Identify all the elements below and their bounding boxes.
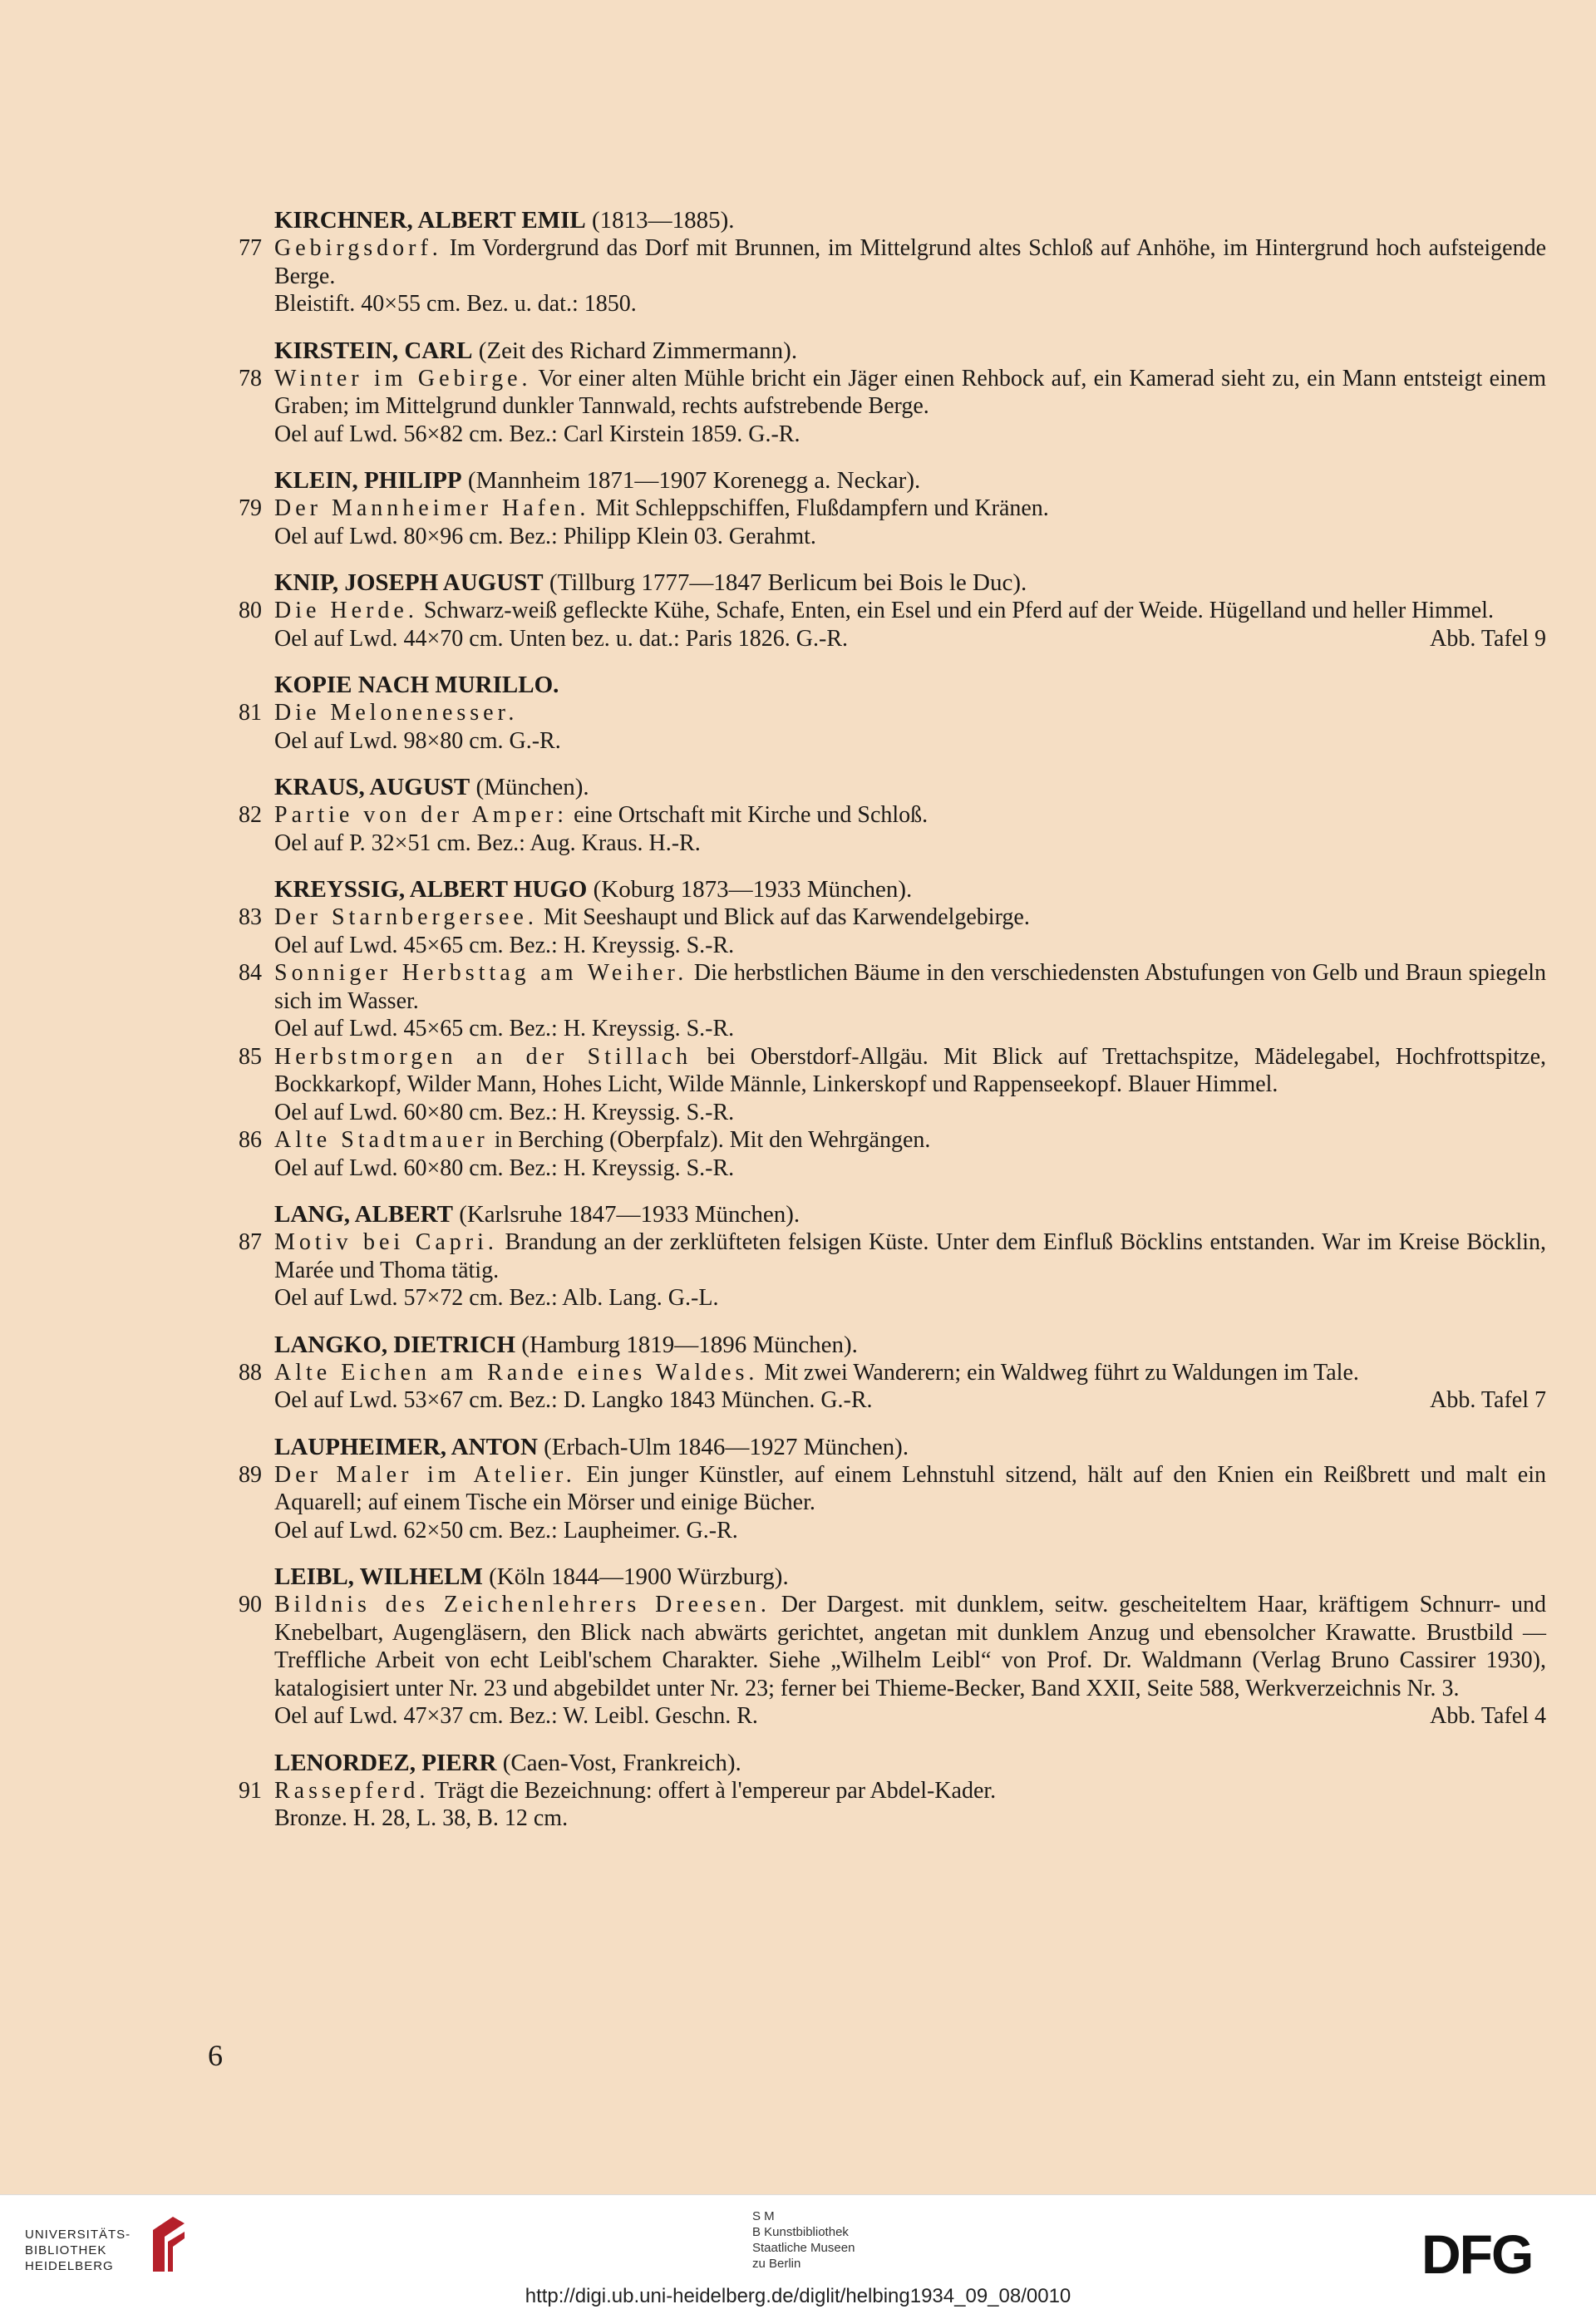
technique: Oel auf Lwd. 60×80 cm. Bez.: H. Kreyssig. S.-R. xyxy=(274,1154,735,1181)
work-title: Gebirgsdorf. xyxy=(274,235,442,261)
technique-row xyxy=(274,932,1546,960)
technique-row xyxy=(274,1804,1546,1833)
work-title: Motiv bei Capri. xyxy=(274,1229,498,1255)
catalog-entry xyxy=(212,495,1546,550)
lot-number: 86 xyxy=(239,1127,262,1153)
artist-info: (Mannheim 1871—1907 Korenegg a. Neckar). xyxy=(461,467,921,494)
catalog-entry xyxy=(212,801,1546,857)
artist-name: KOPIE NACH MURILLO. xyxy=(274,672,559,698)
technique: Oel auf Lwd. 44×70 cm. Unten bez. u. dat.: Paris 1826. G.-R. xyxy=(274,625,848,652)
lot-number: 84 xyxy=(239,960,262,986)
dfg-logo-text: DFG xyxy=(1421,2228,1533,2278)
artist-group xyxy=(212,875,1546,1182)
work-description: Schwarz-weiß gefleckte Kühe, Schafe, Enten, ein Esel und ein Pferd auf der Weide. Hügelland und heller Himmel. xyxy=(423,598,1494,623)
work-description: Ein junger Künstler, auf einem Lehnstuhl sitzend, hält auf den Knien ein Reißbrett und malt ein Aquarell; auf einem Tische ein Mörser und einige Bücher. xyxy=(274,1461,1547,1515)
work-title: Rassepferd. xyxy=(274,1777,430,1804)
plate-reference: Abb. Tafel 7 xyxy=(1430,1387,1546,1413)
artist-name: LENORDEZ, PIERR xyxy=(274,1749,497,1776)
artist-name: KNIP, JOSEPH AUGUST xyxy=(274,569,544,596)
footer-bar xyxy=(0,2194,1596,2309)
artist-name: KLEIN, PHILIPP xyxy=(274,467,462,494)
artist-name: LAUPHEIMER, ANTON xyxy=(274,1433,538,1460)
entry-description xyxy=(274,597,1546,625)
lot-number: 81 xyxy=(239,700,262,726)
artist-group xyxy=(212,337,1546,449)
artist-name: KIRCHNER, ALBERT EMIL xyxy=(274,207,586,234)
entry-description xyxy=(274,1228,1546,1284)
artist-info: (Erbach-Ulm 1846—1927 München). xyxy=(537,1433,909,1460)
artist-name: KREYSSIG, ALBERT HUGO xyxy=(274,876,588,903)
work-title: Der Maler im Atelier. xyxy=(274,1461,576,1488)
artist-group xyxy=(212,1200,1546,1312)
catalog-entry xyxy=(212,234,1546,318)
artist-group xyxy=(212,569,1546,652)
work-description: Trägt die Bezeichnung: offert à l'empereur par Abdel-Kader. xyxy=(434,1777,997,1804)
artist-info: (Hamburg 1819—1896 München). xyxy=(515,1331,858,1358)
work-description: Brandung an der zerklüfteten felsigen Küste. Unter dem Einfluß Böcklins entstanden. War im Kreise Böcklin, Marée und Thoma tätig. xyxy=(274,1229,1547,1283)
work-title: Der Starnbergersee. xyxy=(274,904,538,930)
artist-info: (Karlsruhe 1847—1933 München). xyxy=(452,1201,800,1228)
entry-description xyxy=(274,1126,1546,1154)
artist-name: LANGKO, DIETRICH xyxy=(274,1331,516,1358)
technique: Bleistift. 40×55 cm. Bez. u. dat.: 1850. xyxy=(274,291,637,317)
plate-reference: Abb. Tafel 9 xyxy=(1430,625,1546,652)
catalog-entry xyxy=(212,1777,1546,1833)
lot-number: 90 xyxy=(239,1592,262,1617)
technique: Oel auf Lwd. 60×80 cm. Bez.: H. Kreyssig. S.-R. xyxy=(274,1099,735,1125)
ub-heidelberg-logo-icon xyxy=(148,2213,190,2278)
artist-info: (Tillburg 1777—1847 Berlicum bei Bois le Duc). xyxy=(543,569,1027,596)
entry-description xyxy=(274,365,1546,421)
technique-row xyxy=(274,1099,1546,1127)
entry-description xyxy=(274,1461,1546,1517)
entry-description xyxy=(274,1043,1546,1099)
work-description: Mit zwei Wanderern; ein Waldweg führt zu Waldungen im Tale. xyxy=(764,1359,1359,1386)
lot-number: 89 xyxy=(239,1461,262,1488)
artist-heading xyxy=(212,1200,1546,1228)
technique: Oel auf Lwd. 47×37 cm. Bez.: W. Leibl. Geschn. R. xyxy=(274,1703,758,1729)
work-title: Die Melonenesser. xyxy=(274,700,519,726)
work-title: Bildnis des Zeichenlehrers Dreesen. xyxy=(274,1592,771,1617)
technique-row xyxy=(274,625,1546,653)
work-description: bei Oberstdorf-Allgäu. Mit Blick auf Trettachspitze, Mädelegabel, Hochfrottspitze, Bockkarkopf, Wilder Mann, Hohes Licht, Wilde Männle, Linkerskopf und Rappenseekopf. Blauer Himmel. xyxy=(274,1043,1546,1097)
work-description: Mit Schleppschiffen, Flußdampfern und Kränen. xyxy=(595,495,1049,521)
catalog-entry xyxy=(212,699,1546,755)
lot-number: 91 xyxy=(239,1777,262,1804)
catalog-entry xyxy=(212,1043,1546,1127)
lot-number: 88 xyxy=(239,1359,262,1386)
artist-heading xyxy=(212,671,1546,699)
artist-heading xyxy=(212,773,1546,801)
work-description: Mit Seeshaupt und Blick auf das Karwendelgebirge. xyxy=(543,904,1030,930)
lot-number: 85 xyxy=(239,1043,262,1070)
technique: Oel auf Lwd. 98×80 cm. G.-R. xyxy=(274,727,561,754)
work-title: Winter im Gebirge. xyxy=(274,365,532,391)
artist-group xyxy=(212,1331,1546,1415)
artist-group xyxy=(212,206,1546,318)
catalog-entry xyxy=(212,959,1546,1043)
catalog-content xyxy=(212,206,1546,1851)
work-title: Sonniger Herbsttag am Weiher. xyxy=(274,960,688,986)
catalog-entry xyxy=(212,903,1546,959)
artist-group xyxy=(212,1433,1546,1545)
technique: Oel auf P. 32×51 cm. Bez.: Aug. Kraus. H.-R. xyxy=(274,830,701,856)
catalog-entry xyxy=(212,1228,1546,1312)
lot-number: 83 xyxy=(239,904,262,930)
artist-heading xyxy=(212,1331,1546,1359)
technique: Bronze. H. 28, L. 38, B. 12 cm. xyxy=(274,1805,569,1831)
technique-row xyxy=(274,523,1546,551)
technique-row xyxy=(274,1015,1546,1043)
dfg-logo[interactable] xyxy=(1421,2228,1571,2278)
catalog-entry xyxy=(212,597,1546,652)
technique-row xyxy=(274,1386,1546,1415)
technique-row xyxy=(274,290,1546,318)
artist-group xyxy=(212,1563,1546,1731)
artist-heading xyxy=(212,337,1546,365)
artist-heading xyxy=(212,875,1546,903)
artist-heading xyxy=(212,569,1546,597)
artist-heading xyxy=(212,1563,1546,1591)
entry-description xyxy=(274,1777,1546,1805)
technique-row xyxy=(274,1702,1546,1731)
artist-group xyxy=(212,466,1546,550)
smb-kunstbibliothek-logo[interactable]: S M B Kunstbibliothek Staatliche Museen zu Berlin xyxy=(752,2209,855,2271)
work-description: Die herbstlichen Bäume in den verschiedensten Abstufungen von Gelb und Braun spiegeln sich im Wasser. xyxy=(274,960,1547,1014)
entry-description xyxy=(274,1591,1546,1702)
lot-number: 77 xyxy=(239,235,262,261)
lot-number: 82 xyxy=(239,802,262,828)
artist-info: (Köln 1844—1900 Würzburg). xyxy=(482,1563,789,1590)
artist-info: (Zeit des Richard Zimmermann). xyxy=(472,337,798,364)
catalog-entry xyxy=(212,1461,1546,1545)
artist-info: (Koburg 1873—1933 München). xyxy=(587,876,913,903)
entry-description xyxy=(274,903,1546,932)
technique-row xyxy=(274,1284,1546,1312)
work-description: Im Vordergrund das Dorf mit Brunnen, im Mittelgrund altes Schloß auf Anhöhe, im Hintergrund hoch aufsteigende Berge. xyxy=(274,235,1546,289)
technique-row xyxy=(274,1154,1546,1183)
technique-row xyxy=(274,727,1546,756)
work-title: Die Herde. xyxy=(274,598,418,623)
work-title: Alte Eichen am Rande eines Waldes. xyxy=(274,1359,759,1386)
technique: Oel auf Lwd. 56×82 cm. Bez.: Carl Kirstein 1859. G.-R. xyxy=(274,421,800,447)
work-title: Alte Stadtmauer xyxy=(274,1127,489,1153)
lot-number: 87 xyxy=(239,1229,262,1255)
work-description: Vor einer alten Mühle bricht ein Jäger einen Rehbock auf, ein Kamerad sieht zu, ein Mann entsteigt einem Graben; im Mittelgrund dunkler Tannwald, rechts aufstrebende Berge. xyxy=(274,365,1546,419)
lot-number: 78 xyxy=(239,365,262,391)
catalog-entry xyxy=(212,365,1546,449)
technique: Oel auf Lwd. 80×96 cm. Bez.: Philipp Klein 03. Gerahmt. xyxy=(274,523,816,549)
technique-row xyxy=(274,1517,1546,1545)
artist-heading xyxy=(212,206,1546,234)
artist-name: KIRSTEIN, CARL xyxy=(274,337,473,364)
artist-info: (1813—1885). xyxy=(585,207,735,234)
page-number: 6 xyxy=(208,2039,223,2072)
ub-heidelberg-logo-text[interactable]: UNIVERSITÄTS- BIBLIOTHEK HEIDELBERG xyxy=(25,2228,131,2273)
catalog-entry xyxy=(212,1126,1546,1182)
technique: Oel auf Lwd. 45×65 cm. Bez.: H. Kreyssig. S.-R. xyxy=(274,932,735,958)
page-url-link[interactable]: http://digi.ub.uni-heidelberg.de/diglit/helbing1934_09_08/0010 xyxy=(525,2285,1071,2307)
artist-info: (Caen-Vost, Frankreich). xyxy=(496,1749,741,1776)
entry-description xyxy=(274,801,1546,830)
artist-group xyxy=(212,773,1546,857)
artist-heading xyxy=(212,1749,1546,1777)
work-description: Der Dargest. mit dunklem, seitw. gescheiteltem Haar, kräftigem Schnurr- und Knebelbart, Augengläsern, den Blick nach abwärts gerichtet, angetan mit dunklem Anzug und ebensolcher Krawatte. Brustbild — Treffliche Arbeit von echt Leibl'schem Charakter. Siehe „Wilhelm Leibl“ von Prof. Dr. Waldmann (Verlag Bruno Cassirer 1930), katalogisiert unter Nr. 23 und abgebildet unter Nr. 23; ferner bei Thieme-Becker, Band XXII, Seite 588, Werkverzeichnis Nr. 3. xyxy=(274,1592,1546,1701)
artist-name: LEIBL, WILHELM xyxy=(274,1563,483,1590)
technique: Oel auf Lwd. 53×67 cm. Bez.: D. Langko 1843 München. G.-R. xyxy=(274,1387,873,1413)
technique: Oel auf Lwd. 45×65 cm. Bez.: H. Kreyssig. S.-R. xyxy=(274,1016,735,1041)
work-description: in Berching (Oberpfalz). Mit den Wehrgängen. xyxy=(494,1127,931,1153)
work-description: eine Ortschaft mit Kirche und Schloß. xyxy=(574,802,929,828)
work-title: Partie von der Amper: xyxy=(274,802,569,828)
artist-group xyxy=(212,671,1546,755)
artist-heading xyxy=(212,466,1546,495)
artist-heading xyxy=(212,1433,1546,1461)
work-title: Herbstmorgen an der Stillach xyxy=(274,1043,692,1070)
technique: Oel auf Lwd. 62×50 cm. Bez.: Laupheimer. G.-R. xyxy=(274,1517,738,1543)
entry-description xyxy=(274,495,1546,523)
catalog-entry xyxy=(212,1359,1546,1415)
lot-number: 79 xyxy=(239,495,262,521)
artist-info: (München). xyxy=(470,774,589,800)
entry-description xyxy=(274,234,1546,290)
artist-group xyxy=(212,1749,1546,1833)
technique: Oel auf Lwd. 57×72 cm. Bez.: Alb. Lang. G.-L. xyxy=(274,1285,719,1311)
catalog-entry xyxy=(212,1591,1546,1731)
entry-description xyxy=(274,699,1546,727)
entry-description xyxy=(274,1359,1546,1387)
plate-reference: Abb. Tafel 4 xyxy=(1430,1703,1546,1729)
lot-number: 80 xyxy=(239,598,262,623)
artist-name: KRAUS, AUGUST xyxy=(274,774,470,800)
entry-description xyxy=(274,959,1546,1015)
technique-row xyxy=(274,830,1546,858)
artist-name: LANG, ALBERT xyxy=(274,1201,453,1228)
work-title: Der Mannheimer Hafen. xyxy=(274,495,590,521)
technique-row xyxy=(274,421,1546,449)
